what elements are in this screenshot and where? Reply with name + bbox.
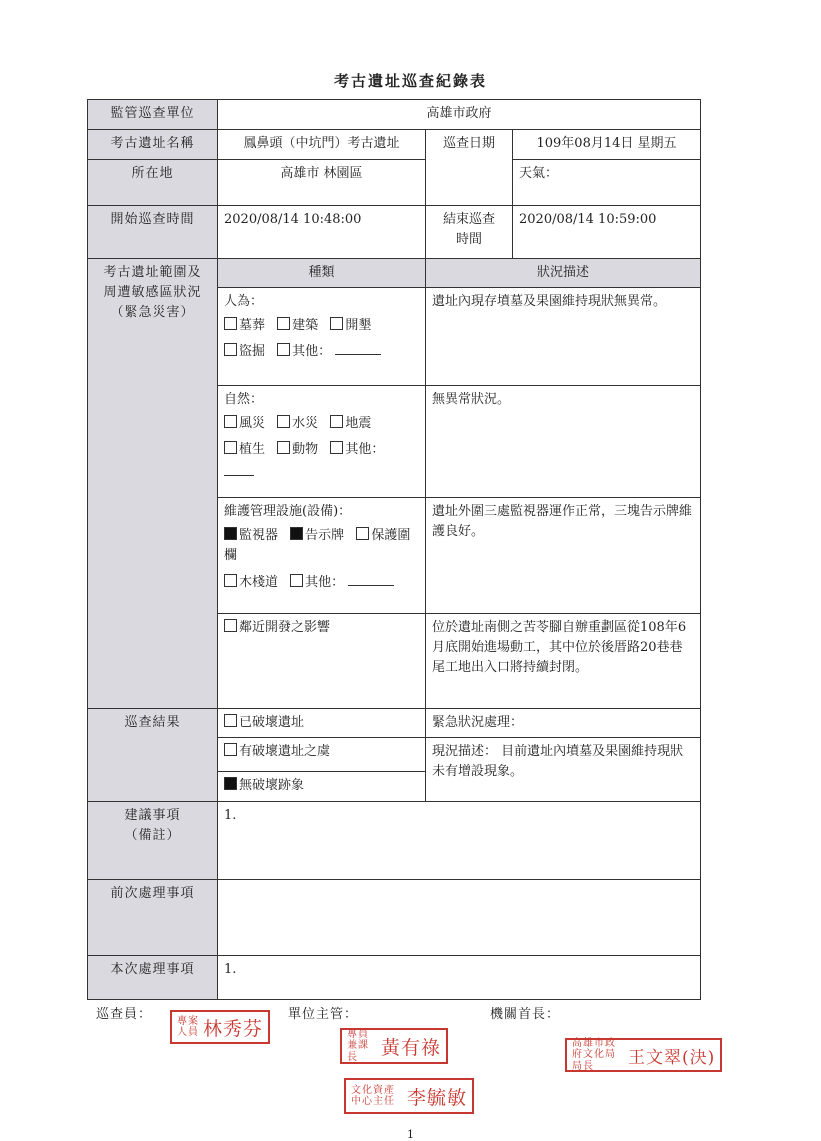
suggest-value: 1. xyxy=(218,802,701,880)
label-human-other: 其他： xyxy=(292,344,332,360)
label-risk: 有破壞遺址之虞 xyxy=(239,744,331,760)
checkbox-wind[interactable] xyxy=(224,415,237,428)
result-option-destroyed xyxy=(218,709,426,738)
nature-description: 無異常狀況。 xyxy=(426,386,701,498)
unit-value: 高雄市政府 xyxy=(218,100,701,130)
facility-cell xyxy=(218,498,426,614)
current-value: 1. xyxy=(218,956,701,1000)
label-building: 建築 xyxy=(292,318,319,334)
stamp4-name: 王文翠(決) xyxy=(628,1047,716,1068)
inspector-stamp xyxy=(170,1010,270,1044)
end-time-label-line2: 時間 xyxy=(455,232,482,248)
start-time-label: 開始巡查時間 xyxy=(88,206,218,259)
checkbox-looting[interactable] xyxy=(224,343,237,356)
previous-value xyxy=(218,880,701,956)
section-label-line2: 周遭敏感區狀況 xyxy=(103,285,202,301)
checkbox-flood[interactable] xyxy=(277,415,290,428)
checkbox-boardwalk[interactable] xyxy=(224,574,237,587)
checkbox-nearby[interactable] xyxy=(224,619,237,632)
blank-line xyxy=(348,575,394,586)
label-burial: 墓葬 xyxy=(239,318,266,334)
start-time-value: 2020/08/14 10:48:00 xyxy=(218,206,426,259)
stamp3-title: 文化資產中心主任 xyxy=(351,1084,395,1107)
date-value: 109年08月14日 星期五 xyxy=(513,130,701,160)
end-time-value: 2020/08/14 10:59:00 xyxy=(513,206,701,259)
nature-title: 自然： xyxy=(224,392,264,408)
label-flood: 水災 xyxy=(292,416,319,432)
stamp2-name: 黃有祿 xyxy=(381,1036,442,1059)
checkbox-human-other[interactable] xyxy=(277,343,290,356)
label-fence: 保護圍欄 xyxy=(224,528,411,564)
result-option-none xyxy=(218,772,426,802)
blank-line xyxy=(335,344,381,355)
facility-description: 遺址外圍三處監視器運作正常，三塊告示牌維護良好。 xyxy=(426,498,701,614)
label-destroyed: 已破壞遺址 xyxy=(239,715,305,731)
label-cultivation: 開墾 xyxy=(345,318,372,334)
supervisor-label: 單位主管： xyxy=(288,1007,359,1022)
page-number: 1 xyxy=(407,1128,414,1141)
stamp1-title: 專案人員 xyxy=(177,1015,199,1038)
checkbox-animals[interactable] xyxy=(277,441,290,454)
human-title: 人為： xyxy=(224,294,264,310)
checkbox-plants[interactable] xyxy=(224,441,237,454)
checkbox-nature-other[interactable] xyxy=(330,441,343,454)
checkbox-earthquake[interactable] xyxy=(330,415,343,428)
human-description: 遺址內現存墳墓及果園維持現狀無異常。 xyxy=(426,288,701,386)
end-time-label xyxy=(426,206,513,259)
result-label: 巡查結果 xyxy=(88,709,218,802)
location-value: 高雄市 林園區 xyxy=(218,160,426,206)
stamp2-title: 專員兼課長 xyxy=(347,1028,369,1063)
label-cctv: 監視器 xyxy=(239,528,279,544)
checkbox-facility-other[interactable] xyxy=(290,574,303,587)
date-label: 巡查日期 xyxy=(426,130,513,206)
weather-field: 天氣： xyxy=(513,160,701,206)
section-label-line3: （緊急災害） xyxy=(110,305,195,321)
label-looting: 盜掘 xyxy=(239,344,266,360)
checkbox-signboard-checked[interactable] xyxy=(290,527,303,540)
label-earthquake: 地震 xyxy=(345,416,372,432)
checkbox-building[interactable] xyxy=(277,317,290,330)
stamp1-name: 林秀芬 xyxy=(203,1017,264,1040)
inspector-label: 巡查員： xyxy=(96,1007,153,1022)
section-label xyxy=(88,259,218,709)
unit-label: 監管巡查單位 xyxy=(88,100,218,130)
label-nature-other: 其他： xyxy=(345,442,385,458)
label-boardwalk: 木棧道 xyxy=(239,574,279,590)
end-time-label-line1: 結束巡查 xyxy=(442,212,495,227)
site-name-value: 鳳鼻頭（中坑門）考古遺址 xyxy=(218,130,426,160)
label-facility-other: 其他： xyxy=(305,574,345,590)
checkbox-no-damage-checked[interactable] xyxy=(224,777,237,790)
status-description: 現況描述： 目前遺址內墳墓及果園維持現狀未有增設現象。 xyxy=(426,738,701,802)
checkbox-fence[interactable] xyxy=(356,527,369,540)
label-wind: 風災 xyxy=(239,416,266,432)
checkbox-cctv-checked[interactable] xyxy=(224,527,237,540)
form-title: 考古遺址巡查紀錄表 xyxy=(333,72,487,90)
suggest-label-line2: （備註） xyxy=(124,828,181,844)
checkbox-cultivation[interactable] xyxy=(330,317,343,330)
site-name-label: 考古遺址名稱 xyxy=(88,130,218,160)
stamp4-title: 高雄市政府文化局局長 xyxy=(572,1037,616,1072)
head-label: 機關首長： xyxy=(490,1007,561,1022)
section-label-line1: 考古遺址範圍及 xyxy=(103,265,202,280)
supervisor-stamp xyxy=(340,1028,448,1064)
nature-cell xyxy=(218,386,426,498)
head-stamp xyxy=(565,1038,722,1072)
label-nearby: 鄰近開發之影響 xyxy=(239,620,331,636)
nearby-description: 位於遺址南側之苦苓腳自辦重劃區從108年6月底開始進場動工，其中位於後厝路20巷巷尾工地出入口將持續封閉。 xyxy=(426,614,701,709)
label-animals: 動物 xyxy=(292,442,319,458)
nearby-cell xyxy=(218,614,426,709)
human-cell xyxy=(218,288,426,386)
suggest-label-line1: 建議事項 xyxy=(124,808,181,824)
inspection-form-table xyxy=(87,99,701,1000)
location-label: 所在地 xyxy=(88,160,218,206)
center-director-stamp xyxy=(344,1078,474,1114)
blank-line xyxy=(224,465,254,476)
suggest-label xyxy=(88,802,218,880)
label-no-damage: 無破壞跡象 xyxy=(239,778,305,794)
previous-label: 前次處理事項 xyxy=(88,880,218,956)
current-label: 本次處理事項 xyxy=(88,956,218,1000)
stamp3-name: 李毓敏 xyxy=(407,1086,468,1109)
type-column-header: 種類 xyxy=(218,259,426,288)
checkbox-burial[interactable] xyxy=(224,317,237,330)
label-signboard: 告示牌 xyxy=(305,528,345,544)
checkbox-risk[interactable] xyxy=(224,743,237,756)
result-option-risk xyxy=(218,738,426,772)
desc-column-header: 狀況描述 xyxy=(426,259,701,288)
label-plants: 植生 xyxy=(239,442,266,458)
checkbox-destroyed[interactable] xyxy=(224,714,237,727)
facility-title: 維護管理設施(設備)： xyxy=(224,504,352,520)
emergency-handling: 緊急狀況處理： xyxy=(426,709,701,738)
